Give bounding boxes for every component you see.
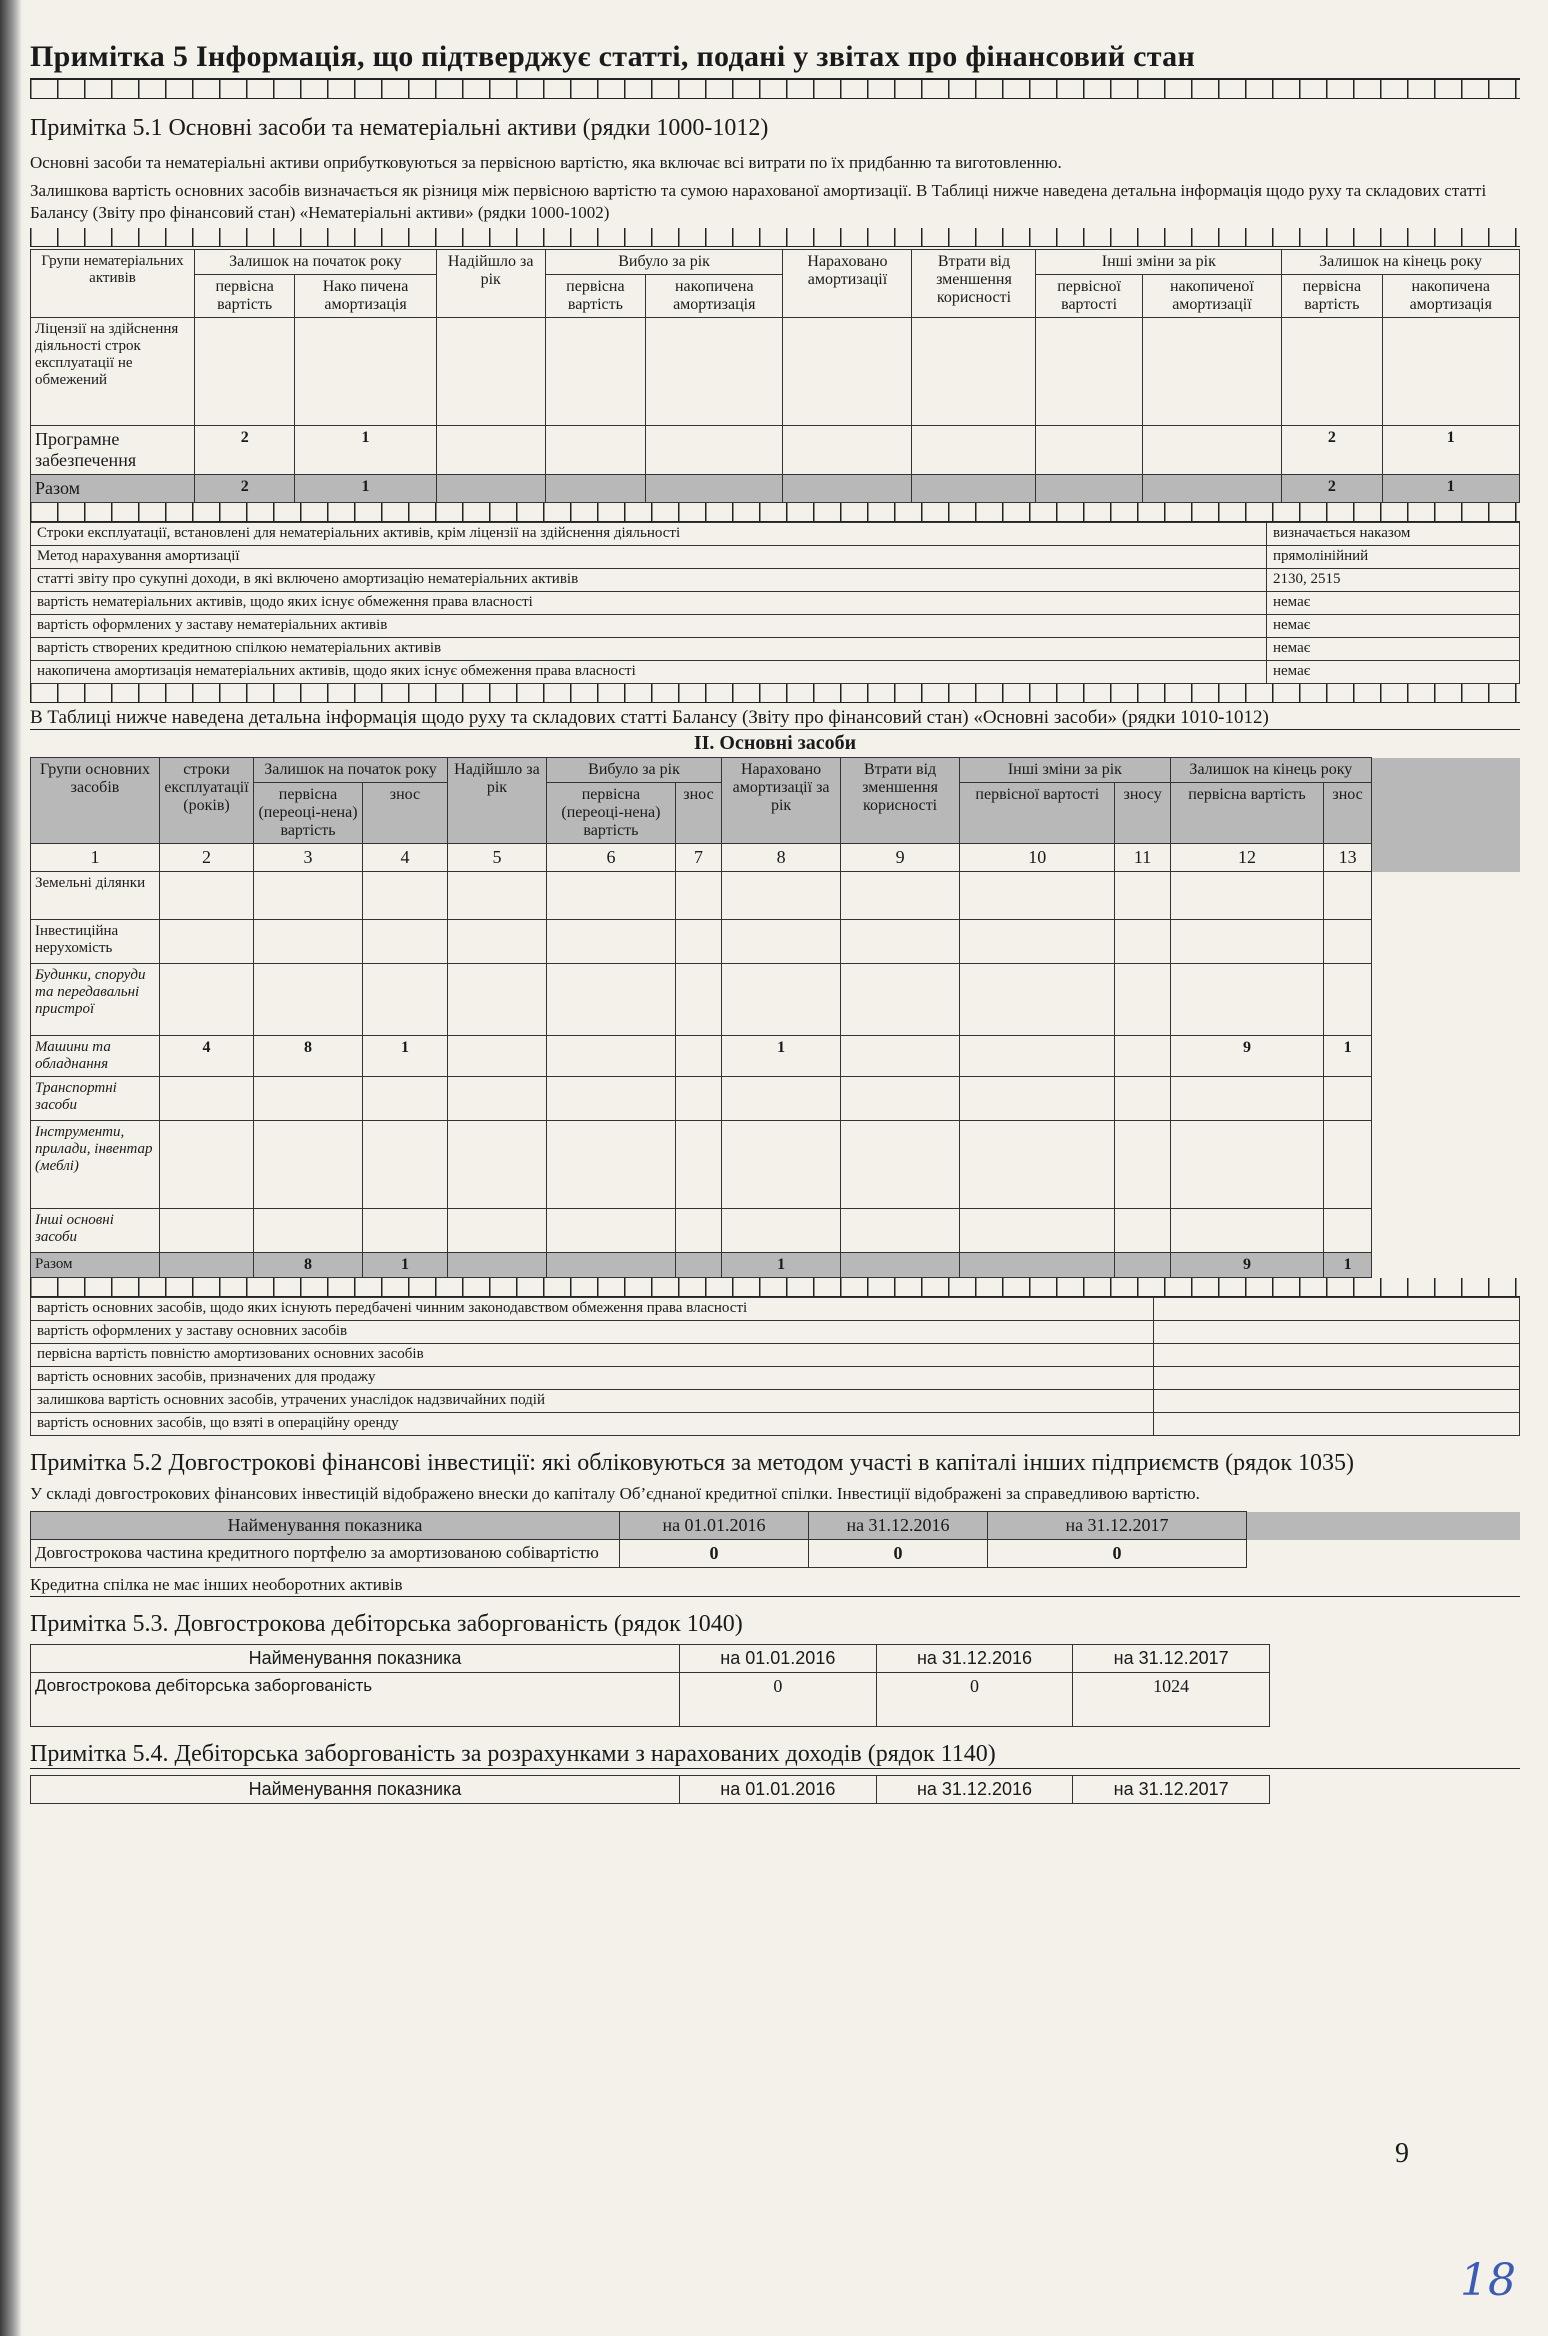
cell bbox=[1115, 1077, 1170, 1121]
col-header: Вибуло за рік bbox=[546, 758, 721, 783]
cell bbox=[675, 1253, 721, 1278]
cell bbox=[545, 475, 645, 503]
tick-ruler bbox=[30, 80, 1520, 99]
col-number: 6 bbox=[546, 844, 675, 872]
cell bbox=[1115, 872, 1170, 920]
info-label: вартість основних засобів, щодо яких існують передбачені чинним законодавством обмеження права власності bbox=[31, 1298, 1154, 1321]
cell bbox=[675, 964, 721, 1036]
cell: 0 bbox=[620, 1540, 809, 1568]
cell bbox=[254, 872, 363, 920]
col-header: строки експлуатації (років) bbox=[160, 758, 254, 844]
cell bbox=[254, 1077, 363, 1121]
cell bbox=[1170, 1077, 1323, 1121]
cell bbox=[160, 1077, 254, 1121]
cell bbox=[160, 1253, 254, 1278]
cell: 9 bbox=[1170, 1036, 1323, 1077]
note-5-2-note: Кредитна спілка не має інших необоротних активів bbox=[30, 1574, 1520, 1597]
cell: 0 bbox=[680, 1673, 877, 1727]
cell bbox=[545, 426, 645, 475]
table-row bbox=[31, 1077, 1521, 1121]
row-label: Машини та обладнання bbox=[31, 1036, 160, 1077]
col-header: Інші зміни за рік bbox=[960, 758, 1171, 783]
note-5-1-para-2: Залишкова вартість основних засобів визначається як різниця між первісною вартістю та сумою нарахованої амортизації. В Таблиці нижче наведена детальна інформація щодо руху та складових статті Балансу (Звіту про фінансовий стан) «Нематеріальні активи» (рядки 1000-1002) bbox=[30, 181, 1487, 222]
col-header: Найменування показника bbox=[31, 1512, 620, 1540]
tick-ruler bbox=[30, 684, 1520, 703]
cell bbox=[160, 1121, 254, 1209]
cell bbox=[447, 872, 546, 920]
cell: 2 bbox=[1282, 426, 1382, 475]
tick-ruler bbox=[30, 1278, 1520, 1297]
col-header: Втрати від зменшення корисності bbox=[912, 250, 1036, 318]
cell bbox=[546, 1121, 675, 1209]
col-header: Вибуло за рік bbox=[545, 250, 783, 275]
row-label: Разом bbox=[31, 1253, 160, 1278]
cell bbox=[363, 920, 448, 964]
cell bbox=[1115, 1253, 1170, 1278]
cell bbox=[1142, 475, 1281, 503]
cell bbox=[722, 964, 841, 1036]
col-header: Залишок на кінець року bbox=[1282, 250, 1520, 275]
cell bbox=[646, 318, 783, 426]
col-header: Надійшло за рік bbox=[436, 250, 545, 318]
cell bbox=[783, 318, 912, 426]
cell: 1 bbox=[722, 1253, 841, 1278]
note-5-2-heading: Примітка 5.2 Довгострокові фінансові інвестиції: які обліковуються за методом участі в капіталі інших підприємств (рядок 1035) bbox=[30, 1450, 1354, 1476]
info-label: Строки експлуатації, встановлені для нематеріальних активів, крім ліцензії на здійснення діяльності bbox=[31, 523, 1267, 546]
cell bbox=[1036, 318, 1142, 426]
cell bbox=[841, 1209, 960, 1253]
sub-header: первісна вартість bbox=[1282, 275, 1382, 318]
col-number: 4 bbox=[363, 844, 448, 872]
cell bbox=[1324, 920, 1372, 964]
cell: 2 bbox=[1282, 475, 1382, 503]
table-row bbox=[31, 1121, 1521, 1209]
sub-header: накопичена амортизація bbox=[646, 275, 783, 318]
shaded-area bbox=[1247, 1512, 1520, 1540]
row-label: Інші основні засоби bbox=[31, 1209, 160, 1253]
col-header: на 31.12.2017 bbox=[988, 1512, 1247, 1540]
cell bbox=[675, 1209, 721, 1253]
row-label: Земельні ділянки bbox=[31, 872, 160, 920]
cell bbox=[1142, 426, 1281, 475]
col-header: на 01.01.2016 bbox=[620, 1512, 809, 1540]
sub-header: первісної вартості bbox=[1036, 275, 1142, 318]
col-header: Найменування показника bbox=[31, 1645, 680, 1673]
cell bbox=[1036, 426, 1142, 475]
info-label: вартість основних засобів, призначених для продажу bbox=[31, 1367, 1154, 1390]
cell bbox=[447, 1036, 546, 1077]
cell: 8 bbox=[254, 1036, 363, 1077]
cell bbox=[1115, 1036, 1170, 1077]
col-header: Надійшло за рік bbox=[447, 758, 546, 844]
cell bbox=[960, 964, 1115, 1036]
col-number: 8 bbox=[722, 844, 841, 872]
note-5-1-para-1: Основні засоби та нематеріальні активи оприбутковуються за первісною вартістю, яка включає всі витрати по їх придбанню та виготовленню. bbox=[30, 153, 1062, 172]
cell bbox=[1115, 964, 1170, 1036]
cell bbox=[1115, 1121, 1170, 1209]
info-value: прямолінійний bbox=[1267, 546, 1520, 569]
cell bbox=[160, 1209, 254, 1253]
col-header: Залишок на початок року bbox=[254, 758, 448, 783]
col-header: Найменування показника bbox=[31, 1776, 680, 1804]
col-number: 10 bbox=[960, 844, 1115, 872]
cell bbox=[436, 318, 545, 426]
cell bbox=[912, 475, 1036, 503]
info-label: залишкова вартість основних засобів, утрачених унаслідок надзвичайних подій bbox=[31, 1390, 1154, 1413]
cell bbox=[546, 1036, 675, 1077]
fixed-assets-rows bbox=[31, 872, 1521, 1278]
cell bbox=[254, 964, 363, 1036]
cell: 0 bbox=[809, 1540, 988, 1568]
table-row bbox=[31, 1036, 1521, 1077]
shaded-area bbox=[1372, 758, 1521, 872]
cell: 1 bbox=[295, 475, 436, 503]
cell bbox=[1115, 920, 1170, 964]
info-label: вартість оформлених у заставу основних засобів bbox=[31, 1321, 1154, 1344]
info-value bbox=[1154, 1321, 1520, 1344]
cell bbox=[841, 1077, 960, 1121]
cell: 9 bbox=[1170, 1253, 1323, 1278]
row-label: Будинки, споруди та передавальні пристрої bbox=[31, 964, 160, 1036]
cell bbox=[960, 1253, 1115, 1278]
sub-header: первісної вартості bbox=[960, 783, 1115, 844]
col-number: 3 bbox=[254, 844, 363, 872]
note-5-3-heading: Примітка 5.3. Довгострокова дебіторська заборгованість (рядок 1040) bbox=[30, 1611, 743, 1637]
note-5-4-heading: Примітка 5.4. Дебіторська заборгованість за розрахунками з нарахованих доходів (рядок 1140) bbox=[30, 1741, 1520, 1769]
cell bbox=[960, 920, 1115, 964]
sub-header: первісна вартість bbox=[1170, 783, 1323, 844]
tick-ruler bbox=[30, 503, 1520, 522]
col-header: на 31.12.2016 bbox=[809, 1512, 988, 1540]
cell bbox=[960, 1077, 1115, 1121]
cell bbox=[675, 1036, 721, 1077]
cell bbox=[722, 1121, 841, 1209]
sub-header: первісна вартість bbox=[195, 275, 295, 318]
info-value: 2130, 2515 bbox=[1267, 569, 1520, 592]
intangible-info-table bbox=[30, 522, 1520, 684]
cell bbox=[1282, 318, 1382, 426]
sub-header: знос bbox=[675, 783, 721, 844]
cell bbox=[960, 1036, 1115, 1077]
info-label: вартість нематеріальних активів, щодо яких існує обмеження права власності bbox=[31, 592, 1267, 615]
cell: 1 bbox=[1382, 426, 1519, 475]
cell bbox=[1170, 920, 1323, 964]
cell bbox=[1170, 1121, 1323, 1209]
row-label: Довгострокова дебіторська заборгованість bbox=[31, 1673, 680, 1727]
info-label: Метод нарахування амортизації bbox=[31, 546, 1267, 569]
cell bbox=[722, 872, 841, 920]
cell bbox=[1142, 318, 1281, 426]
cell bbox=[841, 872, 960, 920]
page bbox=[30, 28, 1520, 1804]
cell: 2 bbox=[195, 426, 295, 475]
cell: 4 bbox=[160, 1036, 254, 1077]
row-label: Ліцензії на здійснення діяльності строк експлуатації не обмежений bbox=[31, 318, 195, 426]
cell bbox=[546, 1253, 675, 1278]
cell: 1 bbox=[363, 1036, 448, 1077]
col-header: Нараховано амортизації bbox=[783, 250, 912, 318]
cell bbox=[160, 872, 254, 920]
cell bbox=[447, 920, 546, 964]
cell bbox=[912, 426, 1036, 475]
note-5-2-table bbox=[30, 1511, 1520, 1568]
handwritten-sheet-number: 18 bbox=[1460, 2255, 1516, 2306]
row-label: Інвестиційна нерухомість bbox=[31, 920, 160, 964]
sub-header: первісна (переоці-нена) вартість bbox=[254, 783, 363, 844]
cell bbox=[254, 1209, 363, 1253]
cell bbox=[1115, 1209, 1170, 1253]
cell: 0 bbox=[988, 1540, 1247, 1568]
page-title: Примітка 5 Інформація, що підтверджує статті, подані у звітах про фінансовий стан bbox=[30, 40, 1520, 80]
info-value bbox=[1154, 1413, 1520, 1436]
row-label: Інструменти, прилади, інвентар (меблі) bbox=[31, 1121, 160, 1209]
col-header: Групи основних засобів bbox=[31, 758, 160, 844]
cell bbox=[675, 1121, 721, 1209]
cell bbox=[436, 475, 545, 503]
cell bbox=[195, 318, 295, 426]
info-label: вартість оформлених у заставу нематеріальних активів bbox=[31, 615, 1267, 638]
scan-edge bbox=[0, 0, 22, 2336]
cell bbox=[675, 920, 721, 964]
info-value bbox=[1154, 1344, 1520, 1367]
cell bbox=[960, 1209, 1115, 1253]
cell bbox=[722, 1077, 841, 1121]
col-number: 11 bbox=[1115, 844, 1170, 872]
cell: 1 bbox=[1324, 1253, 1372, 1278]
col-number: 7 bbox=[675, 844, 721, 872]
fixed-assets-title: ІІ. Основні засоби bbox=[30, 729, 1520, 757]
cell bbox=[254, 1121, 363, 1209]
intangible-assets-table bbox=[30, 249, 1520, 503]
cell bbox=[160, 920, 254, 964]
cell bbox=[783, 475, 912, 503]
col-number: 1 bbox=[31, 844, 160, 872]
col-number: 2 bbox=[160, 844, 254, 872]
col-header: на 01.01.2016 bbox=[680, 1645, 877, 1673]
note-5-2-para: У складі довгострокових фінансових інвестицій відображено внески до капіталу Об’єднаної кредитної спілки. Інвестиції відображені за справедливою вартістю. bbox=[30, 1484, 1200, 1503]
info-label: накопичена амортизація нематеріальних активів, щодо яких існує обмеження права власності bbox=[31, 661, 1267, 684]
note-5-1-heading: Примітка 5.1 Основні засоби та нематеріальні активи (рядки 1000-1012) bbox=[30, 115, 769, 141]
cell bbox=[841, 964, 960, 1036]
table-row bbox=[31, 1253, 1521, 1278]
cell bbox=[436, 426, 545, 475]
col-number: 13 bbox=[1324, 844, 1372, 872]
row-label: Разом bbox=[31, 475, 195, 503]
col-header: Втрати від зменшення корисності bbox=[841, 758, 960, 844]
cell bbox=[675, 872, 721, 920]
info-label: первісна вартість повністю амортизованих основних засобів bbox=[31, 1344, 1154, 1367]
table-row bbox=[31, 964, 1521, 1036]
cell bbox=[447, 1253, 546, 1278]
page-number: 9 bbox=[1395, 2138, 1409, 2169]
cell bbox=[841, 1036, 960, 1077]
sub-header: знос bbox=[363, 783, 448, 844]
cell bbox=[675, 1077, 721, 1121]
note-5-4-table bbox=[30, 1775, 1270, 1804]
col-number: 9 bbox=[841, 844, 960, 872]
cell: 1024 bbox=[1073, 1673, 1270, 1727]
cell bbox=[363, 1209, 448, 1253]
cell bbox=[1324, 1121, 1372, 1209]
col-header: Інші зміни за рік bbox=[1036, 250, 1282, 275]
cell: 1 bbox=[1382, 475, 1519, 503]
cell bbox=[447, 1077, 546, 1121]
cell: 1 bbox=[722, 1036, 841, 1077]
cell bbox=[1324, 964, 1372, 1036]
fixed-assets-intro: В Таблиці нижче наведена детальна інформація щодо руху та складових статті Балансу (Звіту про фінансовий стан) «Основні засоби» (рядки 1010-1012) bbox=[30, 707, 1269, 728]
cell bbox=[1324, 1209, 1372, 1253]
row-label: Транспортні засоби bbox=[31, 1077, 160, 1121]
sub-header: первісна вартість bbox=[545, 275, 645, 318]
col-header: на 01.01.2016 bbox=[680, 1776, 877, 1804]
info-value bbox=[1154, 1298, 1520, 1321]
sub-header: знос bbox=[1324, 783, 1372, 844]
cell: 0 bbox=[876, 1673, 1073, 1727]
cell bbox=[363, 1077, 448, 1121]
tick-ruler bbox=[30, 228, 1520, 247]
info-value: немає bbox=[1267, 592, 1520, 615]
cell bbox=[546, 964, 675, 1036]
col-header: на 31.12.2016 bbox=[876, 1645, 1073, 1673]
table-row bbox=[31, 920, 1521, 964]
col-number: 5 bbox=[447, 844, 546, 872]
cell bbox=[546, 872, 675, 920]
col-number: 12 bbox=[1170, 844, 1323, 872]
col-header: Залишок на початок року bbox=[195, 250, 437, 275]
cell bbox=[646, 426, 783, 475]
info-value: визначається наказом bbox=[1267, 523, 1520, 546]
cell bbox=[841, 920, 960, 964]
cell bbox=[783, 426, 912, 475]
sub-header: накопиченої амортизації bbox=[1142, 275, 1281, 318]
cell bbox=[1170, 964, 1323, 1036]
cell bbox=[646, 475, 783, 503]
info-label: вартість основних засобів, що взяті в операційну оренду bbox=[31, 1413, 1154, 1436]
cell: 1 bbox=[363, 1253, 448, 1278]
cell bbox=[447, 964, 546, 1036]
cell bbox=[960, 872, 1115, 920]
cell bbox=[546, 1209, 675, 1253]
col-header: Нараховано амортизації за рік bbox=[722, 758, 841, 844]
row-label: Програмне забезпечення bbox=[31, 426, 195, 475]
sub-header: первісна (переоці-нена) вартість bbox=[546, 783, 675, 844]
cell bbox=[447, 1121, 546, 1209]
cell bbox=[1324, 1077, 1372, 1121]
fixed-assets-table bbox=[30, 757, 1520, 1278]
cell: 2 bbox=[195, 475, 295, 503]
cell bbox=[1324, 872, 1372, 920]
cell: 1 bbox=[1324, 1036, 1372, 1077]
table-row bbox=[31, 872, 1521, 920]
cell bbox=[841, 1121, 960, 1209]
cell: 8 bbox=[254, 1253, 363, 1278]
info-label: вартість створених кредитною спілкою нематеріальних активів bbox=[31, 638, 1267, 661]
cell bbox=[160, 964, 254, 1036]
col-header: Групи нематеріальних активів bbox=[31, 250, 195, 318]
sub-header: Нако пичена амортизація bbox=[295, 275, 436, 318]
cell: 1 bbox=[295, 426, 436, 475]
cell bbox=[722, 920, 841, 964]
info-value: немає bbox=[1267, 638, 1520, 661]
cell bbox=[722, 1209, 841, 1253]
cell bbox=[363, 872, 448, 920]
cell bbox=[254, 920, 363, 964]
cell bbox=[295, 318, 436, 426]
info-label: статті звіту про сукупні доходи, в які включено амортизацію нематеріальних активів bbox=[31, 569, 1267, 592]
info-value bbox=[1154, 1367, 1520, 1390]
cell bbox=[447, 1209, 546, 1253]
cell bbox=[1247, 1540, 1520, 1568]
note-5-3-table bbox=[30, 1644, 1270, 1727]
col-header: на 31.12.2017 bbox=[1073, 1645, 1270, 1673]
cell bbox=[363, 1121, 448, 1209]
info-value: немає bbox=[1267, 615, 1520, 638]
col-header: на 31.12.2016 bbox=[876, 1776, 1073, 1804]
cell bbox=[1170, 1209, 1323, 1253]
cell bbox=[912, 318, 1036, 426]
cell bbox=[546, 920, 675, 964]
cell bbox=[960, 1121, 1115, 1209]
sub-header: зносу bbox=[1115, 783, 1170, 844]
row-label: Довгострокова частина кредитного портфелю за амортизованою собівартістю bbox=[31, 1540, 620, 1568]
col-header: на 31.12.2017 bbox=[1073, 1776, 1270, 1804]
fixed-info-table bbox=[30, 1297, 1520, 1436]
cell bbox=[1382, 318, 1519, 426]
cell bbox=[545, 318, 645, 426]
cell bbox=[1170, 872, 1323, 920]
info-value bbox=[1154, 1390, 1520, 1413]
cell bbox=[363, 964, 448, 1036]
cell bbox=[546, 1077, 675, 1121]
cell bbox=[841, 1253, 960, 1278]
info-value: немає bbox=[1267, 661, 1520, 684]
cell bbox=[1036, 475, 1142, 503]
col-header: Залишок на кінець року bbox=[1170, 758, 1371, 783]
sub-header: накопичена амортизація bbox=[1382, 275, 1519, 318]
table-row bbox=[31, 1209, 1521, 1253]
